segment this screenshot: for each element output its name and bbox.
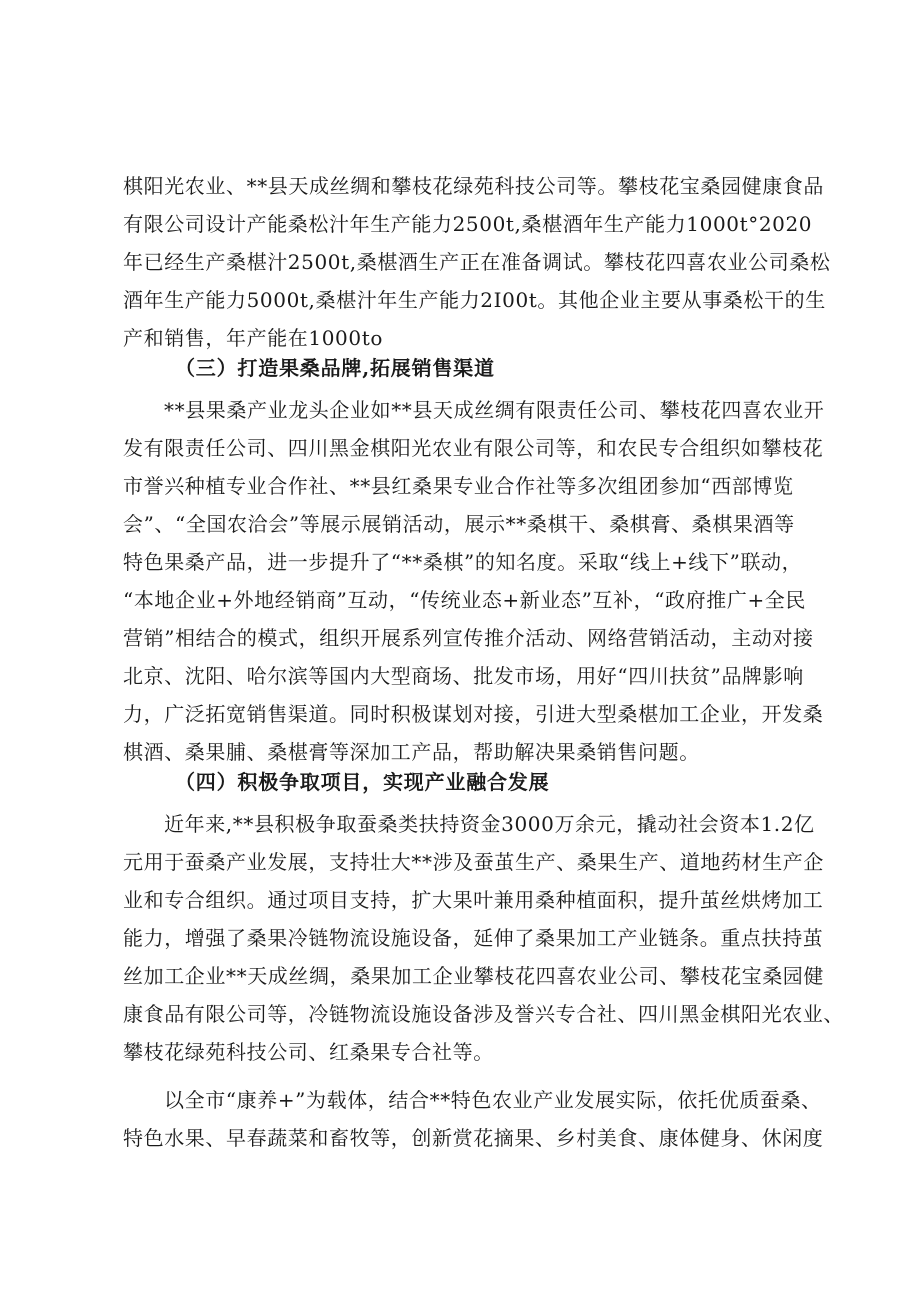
paragraph-3-line-2: 元用于蚕桑产业发展，支持壮大**涉及蚕茧生产、桑果生产、道地药材生产企 [123, 850, 824, 874]
paragraph-3-line-3: 业和专合组织。通过项目支持，扩大果叶兼用桑种植面积，提升茧丝烘烤加工 [123, 888, 824, 912]
section-heading-4: （四）积极争取项目，实现产业融合发展 [175, 770, 550, 794]
paragraph-3-line-5: 丝加工企业**天成丝绸，桑果加工企业攀枝花四喜农业公司、攀枝花宝桑园健 [123, 964, 824, 988]
paragraph-3-line-1: 近年来,**县积极争取蚕桑类扶持资金3000万余元，撬动社会资本1.2亿 [164, 812, 815, 836]
paragraph-3-line-7: 攀枝花绿苑科技公司、红桑果专合社等。 [123, 1040, 494, 1064]
paragraph-2-line-10: 棋酒、桑果脯、桑椹膏等深加工产品，帮助解决果桑销售问题。 [123, 740, 700, 764]
paragraph-3-line-4: 能力，增强了桑果冷链物流设施设备，延伸了桑果加工产业链条。重点扶持茧 [123, 926, 824, 950]
paragraph-2-line-5: 特色果桑产品，进一步提升了“**桑棋”的知名度。采取“线上+线下”联动， [123, 550, 803, 574]
paragraph-1-line-2: 有限公司设计产能桑松汁年生产能力2500t,桑椹酒年生产能力1000t°2020 [123, 212, 813, 236]
paragraph-1-line-4: 酒年生产能力5000t,桑椹汁年生产能力2I00t。其他企业主要从事桑松干的生 [123, 288, 826, 312]
paragraph-2-line-3: 市誉兴种植专业合作社、**县红桑果专业合作社等多次组团参加“西部博览 [123, 474, 794, 498]
paragraph-4-line-2: 特色水果、早春蔬菜和畜牧等，创新赏花摘果、乡村美食、康体健身、休闲度 [123, 1126, 824, 1150]
paragraph-1-line-5: 产和销售，年产能在1000to [123, 326, 383, 350]
paragraph-2-line-8: 北京、沈阳、哈尔滨等国内大型商场、批发市场，用好“四川扶贫”品牌影响 [123, 664, 804, 688]
paragraph-2-line-2: 发有限责任公司、四川黑金棋阳光农业有限公司等，和农民专合组织如攀枝花 [123, 436, 824, 460]
paragraph-2-line-9: 力，广泛拓宽销售渠道。同时积极谋划对接，引进大型桑椹加工企业，开发桑 [123, 702, 824, 726]
section-heading-3: （三）打造果桑品牌,拓展销售渠道 [175, 356, 495, 380]
paragraph-2-line-7: 营销”相结合的模式，组织开展系列宣传推介活动、网络营销活动，主动对接 [123, 626, 814, 650]
paragraph-2-line-1: **县果桑产业龙头企业如**县天成丝绸有限责任公司、攀枝花四喜农业开 [164, 398, 825, 422]
paragraph-3-line-6: 康食品有限公司等，冷链物流设施设备涉及誉兴专合社、四川黑金棋阳光农业、 [123, 1002, 844, 1026]
paragraph-1-line-1: 棋阳光农业、**县天成丝绸和攀枝花绿苑科技公司等。攀枝花宝桑园健康食品 [123, 174, 824, 198]
paragraph-2-line-4: 会”、“全国农洽会”等展示展销活动，展示**桑棋干、桑棋膏、桑棋果酒等 [123, 512, 795, 536]
paragraph-1-line-3: 年已经生产桑椹汁2500t,桑椹酒生产正在准备调试。攀枝花四喜农业公司桑松 [123, 250, 831, 274]
paragraph-2-line-6: “本地企业+外地经销商”互动，“传统业态+新业态”互补，“政府推广+全民 [123, 588, 806, 612]
paragraph-4-line-1: 以全市“康养+”为载体，结合**特色农业产业发展实际，依托优质蚕桑、 [164, 1088, 822, 1112]
